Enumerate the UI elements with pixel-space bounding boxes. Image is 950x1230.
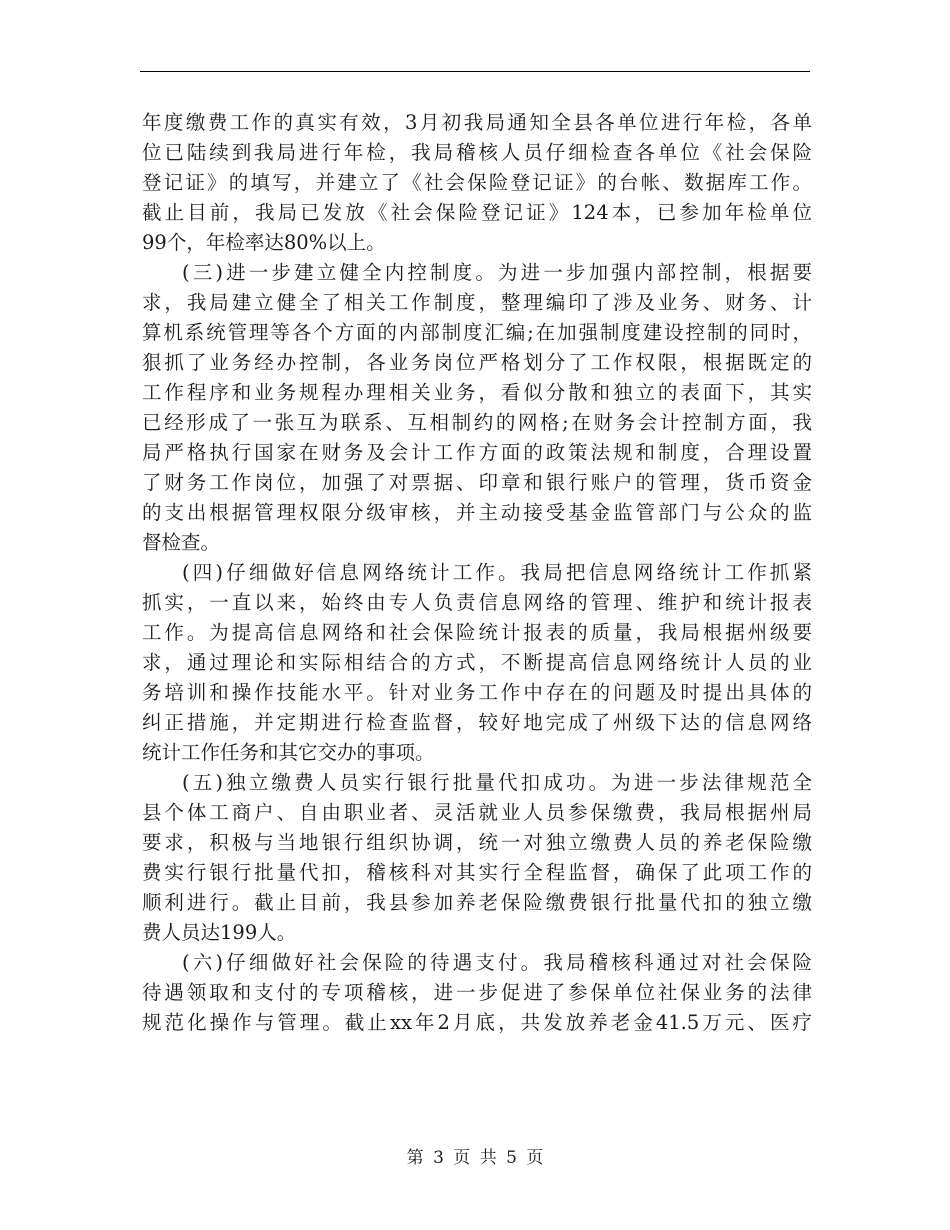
text-line: 费人员达199人。 (142, 921, 297, 944)
text-line: 年度缴费工作的真实有效，3月初我局通知全县各单位进行年检，各单 (142, 111, 812, 134)
text-line: 算机系统管理等各个方面的内部制度汇编;在加强制度建设控制的同时， (142, 321, 812, 344)
text-line: 已经形成了一张互为联系、互相制约的网格;在财务会计控制方面，我 (142, 411, 812, 434)
text-line: 工作。为提高信息网络和社会保险统计报表的质量，我局根据州级要 (142, 621, 812, 644)
text-line: 工作程序和业务规程办理相关业务，看似分散和独立的表面下，其实 (142, 381, 812, 404)
paragraph-first-line: (五)独立缴费人员实行银行批量代扣成功。为进一步法律规范全 (182, 771, 812, 794)
text-line: 顺利进行。截止目前，我县参加养老保险缴费银行批量代扣的独立缴 (142, 891, 812, 914)
text-line: 登记证》的填写，并建立了《社会保险登记证》的台帐、数据库工作。 (142, 171, 812, 194)
text-line: 务培训和操作技能水平。针对业务工作中存在的问题及时提出具体的 (142, 681, 812, 704)
text-line: 位已陆续到我局进行年检，我局稽核人员仔细检查各单位《社会保险 (142, 141, 812, 164)
text-line: 纠正措施，并定期进行检查监督，较好地完成了州级下达的信息网络 (142, 711, 812, 734)
text-line: 统计工作任务和其它交办的事项。 (142, 741, 435, 764)
text-line: 要求，积极与当地银行组织协调，统一对独立缴费人员的养老保险缴 (142, 831, 812, 854)
paragraph-first-line: (四)仔细做好信息网络统计工作。我局把信息网络统计工作抓紧 (182, 561, 812, 584)
text-line: 求，我局建立健全了相关工作制度，整理编印了涉及业务、财务、计 (142, 291, 812, 314)
text-line: 局严格执行国家在财务及会计工作方面的政策法规和制度，合理设置 (142, 441, 812, 464)
text-line: 规范化操作与管理。截止xx年2月底，共发放养老金41.5万元、医疗 (142, 1011, 812, 1034)
page-number-label: 第 3 页 共 5 页 (406, 1148, 544, 1168)
paragraph-first-line: (三)进一步建立健全内控制度。为进一步加强内部控制，根据要 (182, 261, 812, 284)
text-line: 费实行银行批量代扣，稽核科对其实行全程监督，确保了此项工作的 (142, 861, 812, 884)
header-rule (140, 71, 810, 72)
text-line: 99个，年检率达80%以上。 (142, 231, 386, 254)
text-line: 了财务工作岗位，加强了对票据、印章和银行账户的管理，货币资金 (142, 471, 812, 494)
text-line: 求，通过理论和实际相结合的方式，不断提高信息网络统计人员的业 (142, 651, 812, 674)
text-line: 的支出根据管理权限分级审核，并主动接受基金监管部门与公众的监 (142, 501, 812, 524)
text-line: 待遇领取和支付的专项稽核，进一步促进了参保单位社保业务的法律 (142, 981, 812, 1004)
page-footer (0, 1147, 950, 1169)
text-line: 督检查。 (142, 531, 221, 554)
text-line: 县个体工商户、自由职业者、灵活就业人员参保缴费，我局根据州局 (142, 801, 812, 824)
text-line: 截止目前，我局已发放《社会保险登记证》124本，已参加年检单位 (142, 201, 812, 224)
document-body (142, 108, 812, 1038)
text-line: 狠抓了业务经办控制，各业务岗位严格划分了工作权限，根据既定的 (142, 351, 812, 374)
paragraph-first-line: (六)仔细做好社会保险的待遇支付。我局稽核科通过对社会保险 (182, 951, 812, 974)
text-line: 抓实，一直以来，始终由专人负责信息网络的管理、维护和统计报表 (142, 591, 812, 614)
